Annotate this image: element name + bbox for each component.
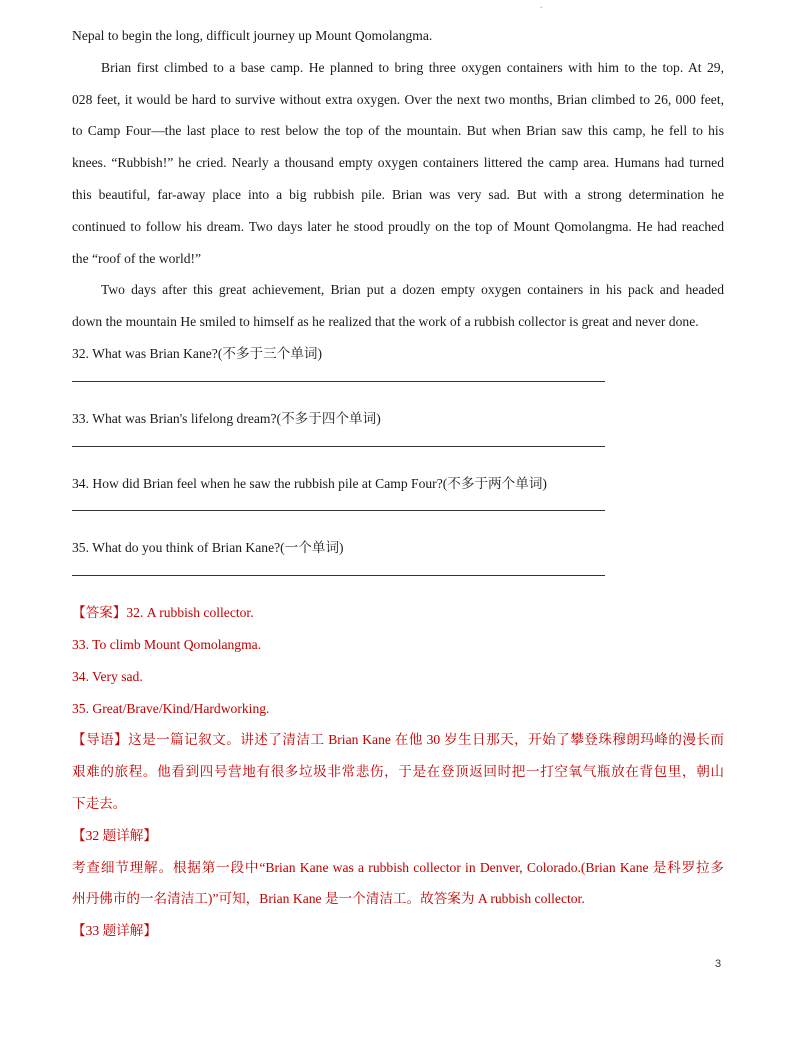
passage-line: to Camp Four—the last place to rest below the top of the mountain. But when Brian saw this camp, he fell to his: [72, 123, 724, 139]
passage-line: the “roof of the world!”: [72, 250, 202, 266]
detail-32-line: 州丹佛市的一名清洁工)”可知，Brian Kane 是一个清洁工。故答案为 A rubbish collector.: [72, 891, 585, 907]
question-32: 32. What was Brian Kane?(不多于三个单词): [72, 345, 323, 361]
answer-line-35[interactable]: [72, 574, 605, 576]
detail-32-line: 考查细节理解。根据第一段中“Brian Kane was a rubbish collector in Denver, Colorado.(Brian Kane 是科罗拉多: [72, 859, 724, 875]
page-number: 3: [715, 958, 722, 970]
passage-line: knees. “Rubbish!” he cried. Nearly a thousand empty oxygen containers littered the camp area. Humans had turned: [72, 155, 724, 171]
answer-35: 35. Great/Brave/Kind/Hardworking.: [72, 700, 270, 716]
answer-32: 【答案】32. A rubbish collector.: [72, 605, 254, 621]
passage-line: down the mountain He smiled to himself as he realized that the work of a rubbish collector is great and never done.: [72, 314, 699, 330]
question-34: 34. How did Brian feel when he saw the rubbish pile at Camp Four?(不多于两个单词): [72, 475, 547, 491]
guide-line: 艰难的旅程。他看到四号营地有很多垃圾非常悲伤，于是在登顶返回时把一打空氧气瓶放在背包里，朝山: [72, 764, 724, 780]
document-page: [72, 20, 724, 947]
passage-line: 028 feet, it would be hard to survive without extra oxygen. Over the next two months, Brian climbed to 26, 000 feet,: [72, 91, 724, 107]
passage-line: Nepal to begin the long, difficult journey up Mount Qomolangma.: [72, 28, 433, 43]
passage-line: Two days after this great achievement, Brian put a dozen empty oxygen containers in his pack and headed: [101, 282, 724, 298]
top-mark: .: [540, 0, 543, 11]
question-35: 35. What do you think of Brian Kane?(一个单词): [72, 540, 344, 556]
guide-line: 下走去。: [72, 795, 127, 811]
detail-32-heading: 【32 题详解】: [72, 827, 157, 843]
answer-34: 34. Very sad.: [72, 668, 143, 684]
guide-line: 【导语】这是一篇记叙文。讲述了清洁工 Brian Kane 在他 30 岁生日那天，开始了攀登珠穆朗玛峰的漫长而: [72, 732, 724, 748]
passage-line: this beautiful, far-away place into a big rubbish pile. Brian was very sad. But with a strong determination he: [72, 186, 724, 202]
detail-33-heading: 【33 题详解】: [72, 923, 157, 939]
answer-33: 33. To climb Mount Qomolangma.: [72, 636, 262, 652]
question-33: 33. What was Brian's lifelong dream?(不多于四个单词): [72, 410, 381, 426]
answer-line-32[interactable]: [72, 380, 605, 382]
passage-line: Brian first climbed to a base camp. He planned to bring three oxygen containers with him to the top. At 29,: [101, 59, 724, 75]
answer-line-34[interactable]: [72, 509, 605, 511]
answer-line-33[interactable]: [72, 445, 605, 447]
passage-line: continued to follow his dream. Two days later he stood proudly on the top of Mount Qomolangma. He had reached: [72, 218, 724, 234]
